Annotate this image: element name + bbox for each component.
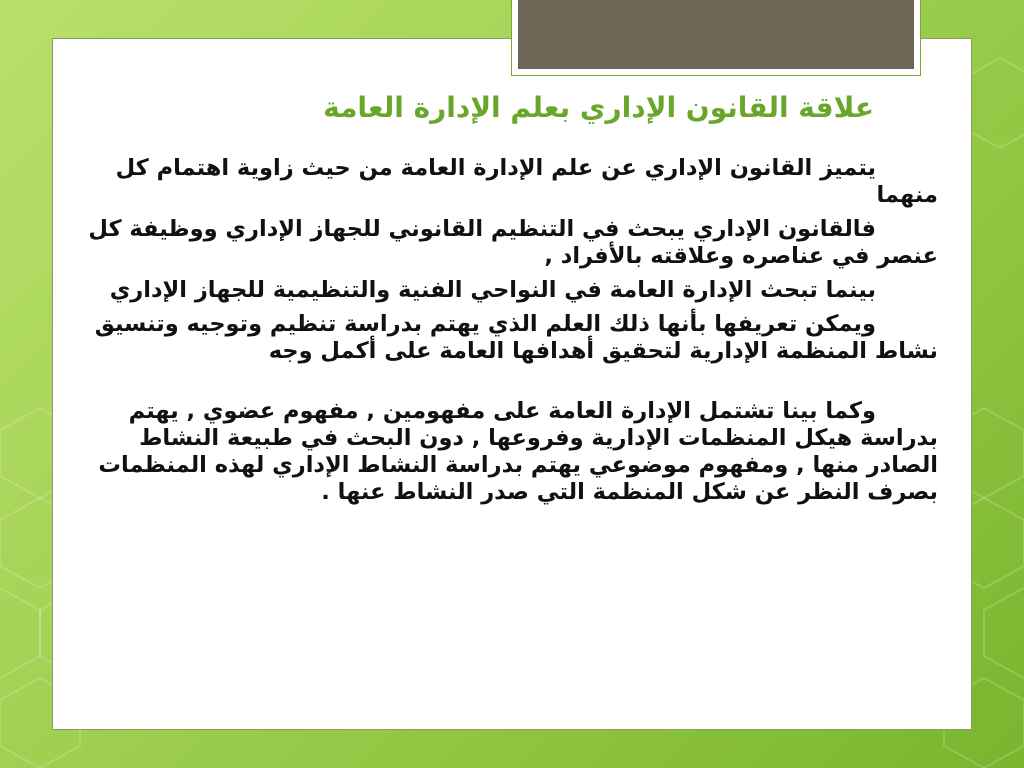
header-decoration-frame	[511, 0, 921, 76]
header-decoration-block	[518, 0, 914, 69]
paragraph-4: ويمكن تعريفها بأنها ذلك العلم الذي يهتم بدراسة تنظيم وتوجيه وتنسيق نشاط المنظمة الإدارية لتحقيق أهدافها العامة على أكمل وجه	[94, 311, 938, 364]
paragraph-5: وكما بينا تشتمل الإدارة العامة على مفهومين , مفهوم عضوي , يهتم بدراسة هيكل المنظمات الإدارية وفروعها , دون البحث في طبيعة النشاط الصادر منها , ومفهوم موضوعي يهتم بدراسة النشاط الإداري لهذه المنظمات بصرف النظر عن شكل المنظمة التي صدر النشاط عنها .	[98, 398, 938, 505]
slide-body	[64, 155, 938, 513]
paragraph-3: بينما تبحث الإدارة العامة في النواحي الفنية والتنظيمية للجهاز الإداري	[109, 277, 876, 303]
paragraph-1: يتميز القانون الإداري عن علم الإدارة العامة من حيث زاوية اهتمام كل منهما	[115, 155, 938, 208]
slide-title: علاقة القانون الإداري بعلم الإدارة العامة	[323, 91, 874, 124]
paragraph-2: فالقانون الإداري يبحث في التنظيم القانوني للجهاز الإداري ووظيفة كل عنصر في عناصره وعلاقته بالأفراد ,	[88, 216, 938, 269]
